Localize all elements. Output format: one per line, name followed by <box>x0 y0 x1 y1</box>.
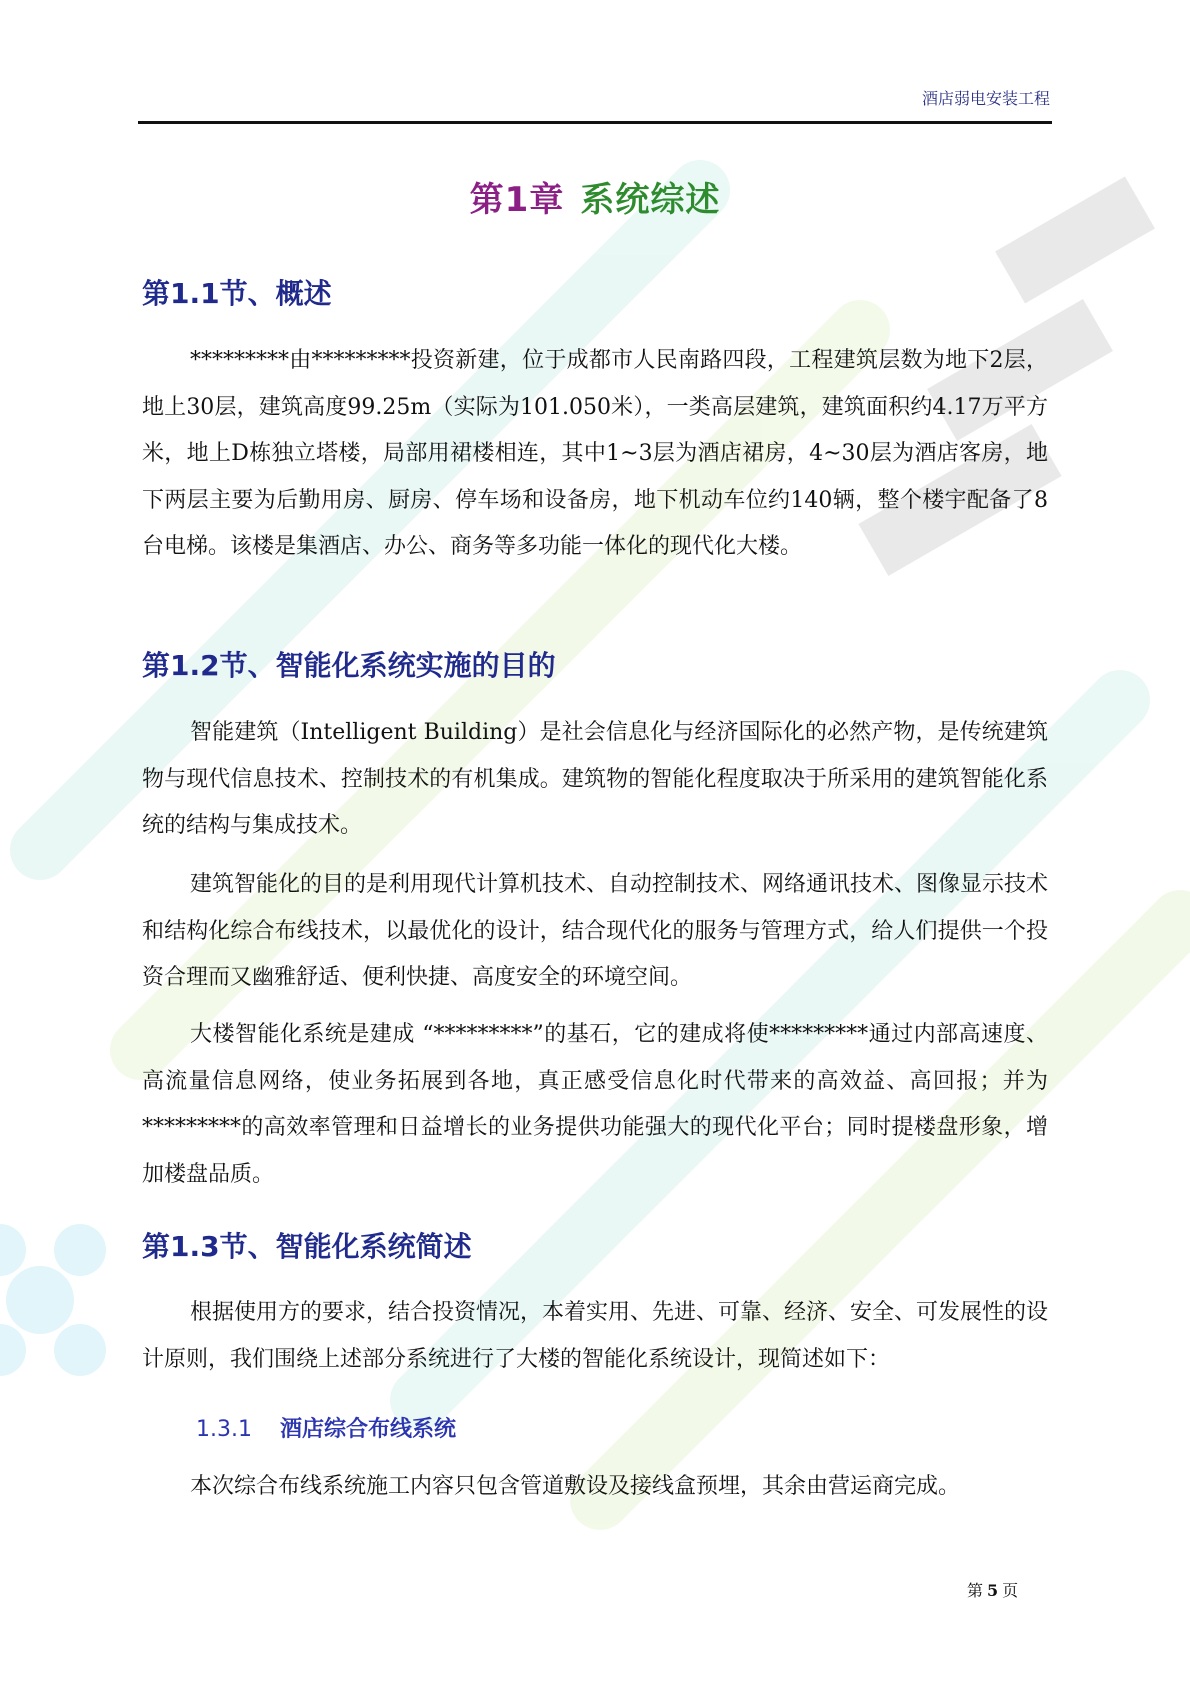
paragraph-system-summary: 根据使用方的要求，结合投资情况，本着实用、先进、可靠、经济、安全、可发展性的设计原则，我们围绕上述部分系统进行了大楼的智能化系统设计，现简述如下： <box>142 1300 1049 1372</box>
running-header: 酒店弱电安装工程 <box>921 89 1050 108</box>
page-number <box>967 1578 1018 1601</box>
paragraph-purpose: 建筑智能化的目的是利用现代计算机技术、自动控制技术、网络通讯技术、图像显示技术和结构化综合布线技术，以最优化的设计，结合现代化的服务与管理方式，给人们提供一个投资合理而又幽雅舒适、便利快捷、高度安全的环境空间。 <box>142 872 1049 990</box>
chapter-title <box>0 172 1190 221</box>
subsection-number: 1.3.1 <box>196 1417 252 1442</box>
page-number-suffix: 页 <box>1002 1581 1019 1600</box>
chapter-number: 第1章 <box>469 180 565 220</box>
section-heading-1-3: 第1.3节、智能化系统简述 <box>142 1230 472 1263</box>
chapter-name: 系统综述 <box>580 180 721 220</box>
section-heading-1-1: 第1.1节、概述 <box>142 277 332 310</box>
page-number-prefix: 第 <box>967 1581 984 1600</box>
page-number-value: 5 <box>987 1581 999 1600</box>
paragraph-intelligent-building: 智能建筑（Intelligent Building）是社会信息化与经济国际化的必然产物，是传统建筑物与现代信息技术、控制技术的有机集成。建筑物的智能化程度取决于所采用的建筑智能化系统的结构与集成技术。 <box>142 720 1048 838</box>
subsection-title: 酒店综合布线系统 <box>279 1417 456 1442</box>
header-divider <box>138 121 1052 124</box>
paragraph-foundation: 大楼智能化系统是建成 “*********”的基石，它的建成将使*********通过内部高速度、高流量信息网络，使业务拓展到各地，真正感受信息化时代带来的高效益、高回报；并为*********的高效率管理和日益增长的业务提供功能强大的现代化平台；同时提楼盘形象，增加楼盘品质。 <box>142 1022 1048 1187</box>
section-heading-1-2: 第1.2节、智能化系统实施的目的 <box>142 649 556 682</box>
paragraph-cabling: 本次综合布线系统施工内容只包含管道敷设及接线盒预埋，其余由营运商完成。 <box>190 1474 961 1499</box>
paragraph-overview: *********由*********投资新建，位于成都市人民南路四段，工程建筑层数为地下2层，地上30层，建筑高度99.25m（实际为101.050米），一类高层建筑，建筑面积约4.17万平方米，地上D栋独立塔楼，局部用裙楼相连，其中1~3层为酒店裙房，4~30层为酒店客房，地下两层主要为后勤用房、厨房、停车场和设备房，地下机动车位约140辆，整个楼宇配备了8台电梯。该楼是集酒店、办公、商务等多功能一体化的现代化大楼。 <box>142 348 1048 559</box>
subsection-heading-1-3-1 <box>196 1412 456 1443</box>
